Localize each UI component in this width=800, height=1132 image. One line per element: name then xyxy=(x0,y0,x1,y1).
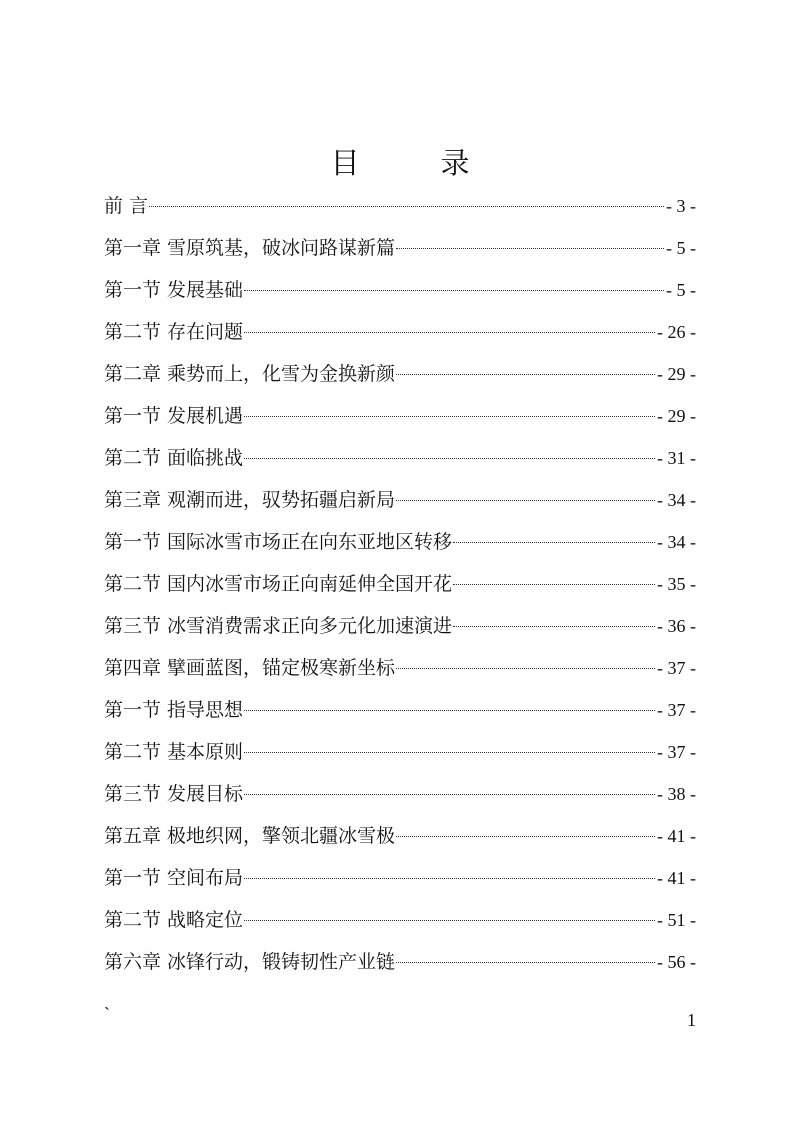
toc-list xyxy=(104,188,696,986)
toc-entry[interactable] xyxy=(104,524,696,566)
toc-entry-label: 前 言 xyxy=(104,195,149,217)
toc-entry-page: - 34 - xyxy=(657,490,696,510)
toc-entry-label: 第三节 冰雪消费需求正向多元化加速演进 xyxy=(104,615,453,637)
dot-leader xyxy=(396,248,664,249)
dot-leader xyxy=(149,206,664,207)
toc-entry-page: - 29 - xyxy=(657,406,696,426)
toc-entry-label: 第一节 指导思想 xyxy=(104,699,244,721)
toc-entry-page: - 38 - xyxy=(657,784,696,804)
toc-entry-label: 第三章 观潮而进，驭势拓疆启新局 xyxy=(104,489,396,511)
dot-leader xyxy=(396,836,655,837)
toc-entry-label: 第一节 发展基础 xyxy=(104,279,244,301)
toc-entry[interactable] xyxy=(104,902,696,944)
toc-entry[interactable] xyxy=(104,482,696,524)
dot-leader xyxy=(396,500,655,501)
dot-leader xyxy=(244,416,655,417)
toc-entry-page: - 31 - xyxy=(657,448,696,468)
dot-leader xyxy=(453,542,655,543)
toc-entry-label: 第六章 冰锋行动，锻铸韧性产业链 xyxy=(104,951,396,973)
toc-entry-page: - 51 - xyxy=(657,910,696,930)
toc-entry-page: - 35 - xyxy=(657,574,696,594)
dot-leader xyxy=(244,920,655,921)
toc-entry[interactable] xyxy=(104,272,696,314)
toc-entry[interactable] xyxy=(104,692,696,734)
toc-entry-page: - 34 - xyxy=(657,532,696,552)
toc-entry-page: - 3 - xyxy=(666,196,696,216)
toc-entry[interactable] xyxy=(104,944,696,986)
toc-entry-label: 第四章 擘画蓝图，锚定极寒新坐标 xyxy=(104,657,396,679)
dot-leader xyxy=(244,878,655,879)
dot-leader xyxy=(453,626,655,627)
toc-entry-page: - 37 - xyxy=(657,742,696,762)
toc-entry[interactable] xyxy=(104,860,696,902)
toc-entry-label: 第五章 极地织网，擎领北疆冰雪极 xyxy=(104,825,396,847)
footer-mark: ` xyxy=(104,1004,110,1024)
dot-leader xyxy=(244,752,655,753)
toc-entry[interactable] xyxy=(104,566,696,608)
toc-entry-label: 第二节 国内冰雪市场正向南延伸全国开花 xyxy=(104,573,453,595)
toc-entry-label: 第二节 存在问题 xyxy=(104,321,244,343)
toc-entry[interactable] xyxy=(104,188,696,230)
toc-entry-page: - 5 - xyxy=(666,280,696,300)
dot-leader xyxy=(453,584,655,585)
toc-entry-page: - 41 - xyxy=(657,826,696,846)
toc-entry-label: 第一节 空间布局 xyxy=(104,867,244,889)
toc-entry[interactable] xyxy=(104,734,696,776)
dot-leader xyxy=(244,290,664,291)
toc-entry-label: 第一章 雪原筑基，破冰问路谋新篇 xyxy=(104,237,396,259)
toc-entry-label: 第二节 战略定位 xyxy=(104,909,244,931)
toc-entry-page: - 5 - xyxy=(666,238,696,258)
toc-entry-page: - 36 - xyxy=(657,616,696,636)
toc-entry-label: 第一节 国际冰雪市场正在向东亚地区转移 xyxy=(104,531,453,553)
toc-entry[interactable] xyxy=(104,314,696,356)
toc-entry-label: 第一节 发展机遇 xyxy=(104,405,244,427)
toc-entry-page: - 37 - xyxy=(657,700,696,720)
toc-entry[interactable] xyxy=(104,650,696,692)
toc-title: 目 录 xyxy=(330,146,496,180)
toc-entry[interactable] xyxy=(104,818,696,860)
toc-entry-label: 第二节 基本原则 xyxy=(104,741,244,763)
toc-entry[interactable] xyxy=(104,776,696,818)
toc-entry[interactable] xyxy=(104,356,696,398)
dot-leader xyxy=(396,962,655,963)
dot-leader xyxy=(244,710,655,711)
toc-entry-page: - 56 - xyxy=(657,952,696,972)
toc-entry[interactable] xyxy=(104,230,696,272)
toc-entry-label: 第二章 乘势而上，化雪为金换新颜 xyxy=(104,363,396,385)
dot-leader xyxy=(396,668,655,669)
toc-entry-page: - 41 - xyxy=(657,868,696,888)
toc-entry[interactable] xyxy=(104,398,696,440)
dot-leader xyxy=(244,458,655,459)
toc-entry[interactable] xyxy=(104,608,696,650)
toc-entry-label: 第三节 发展目标 xyxy=(104,783,244,805)
page-number: 1 xyxy=(687,1010,696,1030)
dot-leader xyxy=(244,332,655,333)
toc-entry[interactable] xyxy=(104,440,696,482)
toc-entry-page: - 37 - xyxy=(657,658,696,678)
dot-leader xyxy=(396,374,655,375)
dot-leader xyxy=(244,794,655,795)
toc-entry-label: 第二节 面临挑战 xyxy=(104,447,244,469)
toc-entry-page: - 29 - xyxy=(657,364,696,384)
toc-entry-page: - 26 - xyxy=(657,322,696,342)
